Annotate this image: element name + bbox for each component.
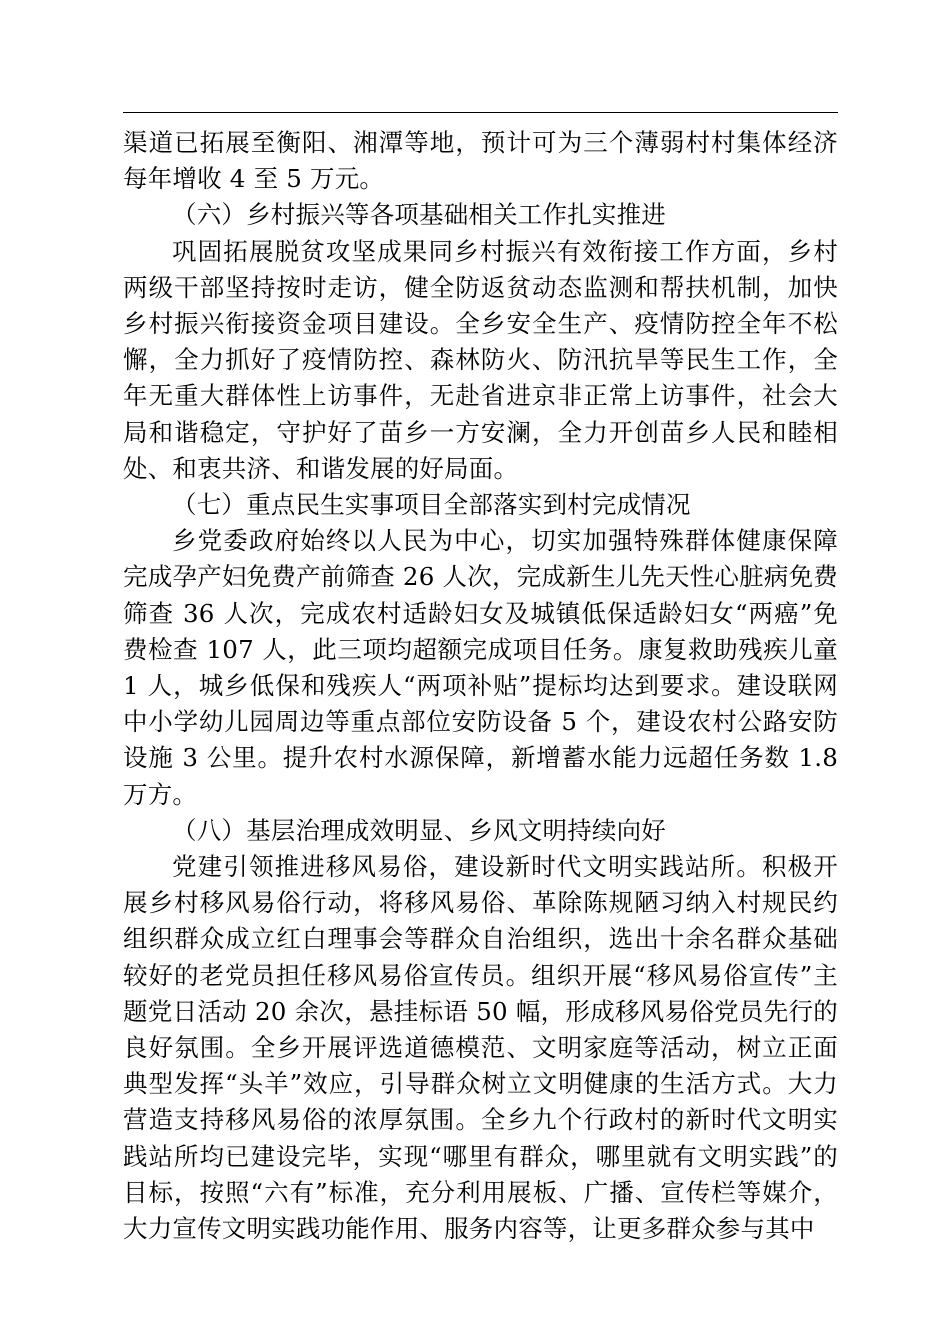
header-rule xyxy=(123,112,838,113)
document-page xyxy=(123,112,838,1247)
paragraph-body: 乡党委政府始终以人民为中心，切实加强特殊群体健康保障完成孕产妇免费产前筛查 26 人次，完成新生儿先天性心脏病免费筛查 36 人次，完成农村适龄妇女及城镇低保适龄妇女“两癌”免费检查 107 人，此三项均超额完成项目任务。康复救助残疾儿童 1 人，城乡低保和残疾人“两项补贴”提标均达到要求。建设联网中小学幼儿园周边等重点部位安防设备 5 个，建设农村公路安防设施 3 公里。提升农村水源保障，新增蓄水能力远超任务数 1.8 万方。 xyxy=(123,526,838,809)
document-body xyxy=(123,125,838,1247)
section-heading-6: （六）乡村振兴等各项基础相关工作扎实推进 xyxy=(172,200,666,230)
paragraph-body: 巩固拓展脱贫攻坚成果同乡村振兴有效衔接工作方面，乡村两级干部坚持按时走访，健全防返贫动态监测和帮扶机制，加快乡村振兴衔接资金项目建设。全乡安全生产、疫情防控全年不松懈，全力抓好了疫情防控、森林防火、防汛抗旱等民生工作，全年无重大群体性上访事件，无赴省进京非正常上访事件，社会大局和谐稳定，守护好了苗乡一方安澜，全力开创苗乡人民和睦相处、和衷共济、和谐发展的好局面。 xyxy=(123,236,838,483)
paragraph-continuation: 渠道已拓展至衡阳、湘潭等地，预计可为三个薄弱村村集体经济每年增收 4 至 5 万元。 xyxy=(123,128,838,194)
paragraph-body: 党建引领推进移风易俗，建设新时代文明实践站所。积极开展乡村移风易俗行动，将移风易俗、革除陈规陋习纳入村规民约组织群众成立红白理事会等群众自治组织，选出十余名群众基础较好的老党员担任移风易俗宣传员。组织开展“移风易俗宣传”主题党日活动 20 余次，悬挂标语 50 幅，形成移风易俗党员先行的良好氛围。全乡开展评选道德模范、文明家庭等活动，树立正面典型发挥“头羊”效应，引导群众树立文明健康的生活方式。大力营造支持移风易俗的浓厚氛围。全乡九个行政村的新时代文明实践站所均已建设完毕，实现“哪里有群众，哪里就有文明实践”的目标，按照“六有”标准，充分利用展板、广播、宣传栏等媒介，大力宣传文明实践功能作用、服务内容等，让更多群众参与其中 xyxy=(123,852,838,1244)
section-heading-8: （八）基层治理成效明显、乡风文明持续向好 xyxy=(172,815,666,845)
section-heading-7: （七）重点民生实事项目全部落实到村完成情况 xyxy=(172,490,691,520)
